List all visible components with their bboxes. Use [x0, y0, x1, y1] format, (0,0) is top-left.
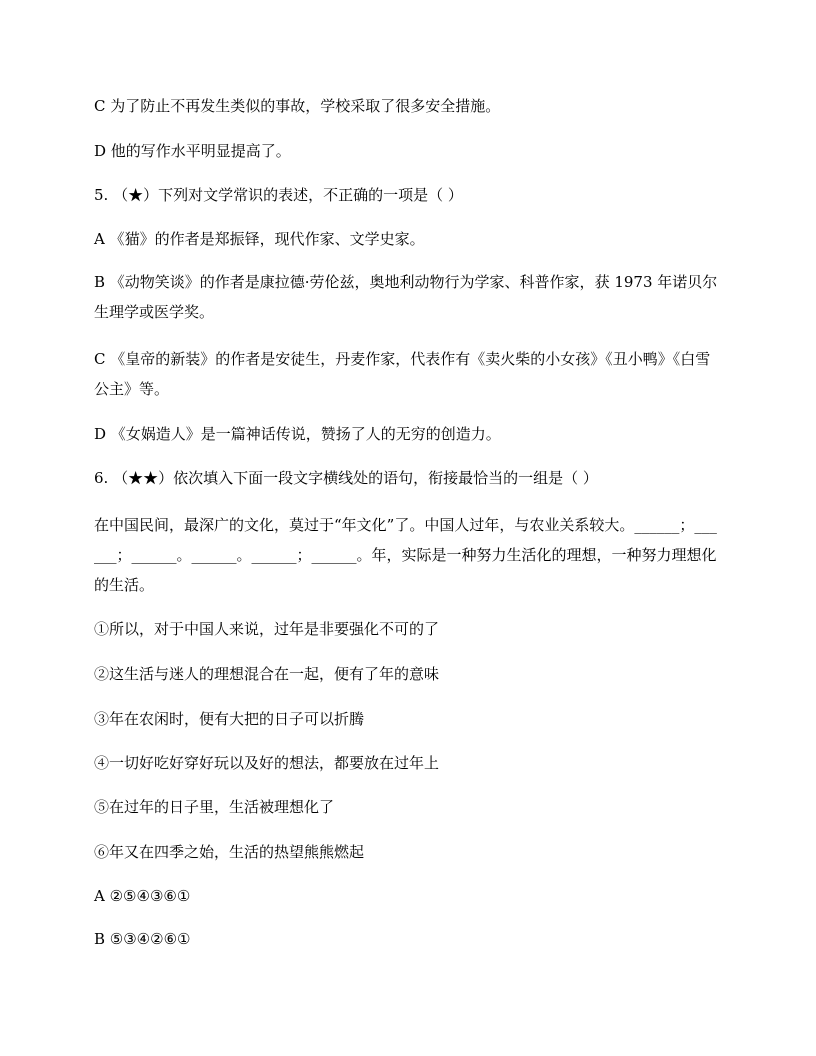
question-6-stem: 6. （★★）依次填入下面一段文字横线处的语句，衔接最恰当的一组是（ ） — [94, 469, 598, 487]
sentence-5: ⑤在过年的日子里，生活被理想化了 — [94, 798, 335, 816]
sentence-2: ②这生活与迷人的理想混合在一起，便有了年的意味 — [94, 665, 440, 683]
previous-question-option-d: D 他的写作水平明显提高了。 — [94, 142, 291, 160]
question-5-option-a: A 《猫》的作者是郑振铎，现代作家、文学史家。 — [94, 230, 425, 248]
question-5-stem: 5. （★）下列对文学常识的表述，不正确的一项是（ ） — [94, 186, 463, 204]
sentence-6: ⑥年又在四季之始，生活的热望熊熊燃起 — [94, 843, 365, 861]
sentence-1: ①所以，对于中国人来说，过年是非要强化不可的了 — [94, 620, 440, 638]
sentence-4: ④一切好吃好穿好玩以及好的想法，都要放在过年上 — [94, 754, 440, 772]
question-5-option-d: D 《女娲造人》是一篇神话传说，赞扬了人的无穷的创造力。 — [94, 425, 501, 443]
sentence-3: ③年在农闲时，便有大把的日子可以折腾 — [94, 710, 365, 728]
question-6-option-a: A ②⑤④③⑥① — [94, 887, 191, 905]
question-5-option-b: B 《动物笑谈》的作者是康拉德·劳伦兹，奥地利动物行为学家、科普作家，获 1973 年诺贝尔生理学或医学奖。 — [94, 273, 718, 321]
question-5-option-c: C 《皇帝的新装》的作者是安徒生，丹麦作家，代表作有《卖火柴的小女孩》《丑小鸭》《白雪公主》等。 — [94, 350, 711, 398]
question-6-passage: 在中国民间，最深广的文化，莫过于“年文化”了。中国人过年，与农业关系较大。______；______；______。______。______；______。年，实际是一种努力生活化的理想，一种努力理想化的生活。 — [94, 516, 717, 594]
previous-question-option-c: C 为了防止不再发生类似的事故，学校采取了很多安全措施。 — [94, 97, 501, 115]
document-page — [94, 0, 724, 1056]
question-6-option-b: B ⑤③④②⑥① — [94, 930, 191, 948]
